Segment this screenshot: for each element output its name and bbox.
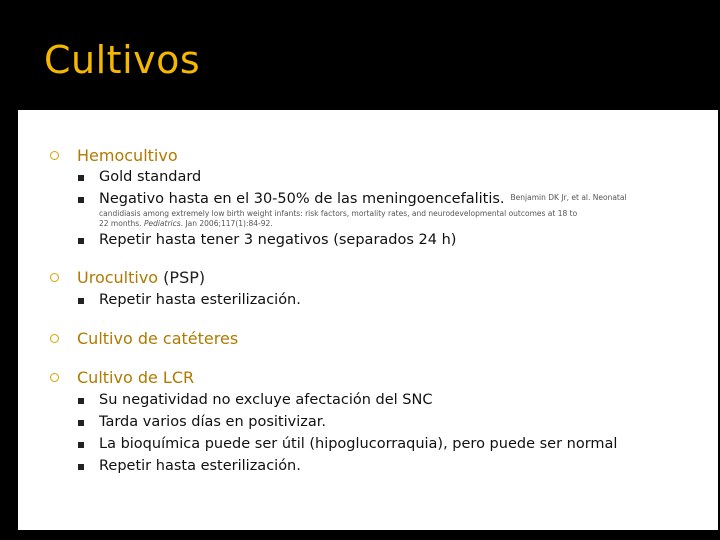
square-bullet-icon [78,398,84,404]
item-text: La bioquímica puede ser útil (hipoglucorraquia), pero puede ser normal [99,436,618,452]
square-bullet-icon [78,175,84,181]
item-text: Gold standard [99,169,202,185]
circle-bullet-icon [50,151,59,160]
item-text: Negativo hasta en el 30-50% de las meningoencefalitis. [99,191,505,207]
item-text: Su negatividad no excluye afectación del SNC [99,392,433,408]
slide-content [18,110,718,530]
item-text: Repetir hasta esterilización. [99,458,301,474]
citation-text-a: candidiasis among extremely low birth weight infants: risk factors, mortality rates, and neurodevelopmental outcomes at 18 to [99,209,578,218]
hemocultivo-item-3 [78,232,456,248]
citation-continuation [99,209,699,229]
urocultivo-item-1 [78,292,301,308]
lcr-item-3 [78,436,617,452]
square-bullet-icon [78,197,84,203]
square-bullet-icon [78,238,84,244]
item-text: Repetir hasta esterilización. [99,292,301,308]
item-text: Repetir hasta tener 3 negativos (separados 24 h) [99,232,457,248]
urocultivo-suffix: (PSP) [158,268,206,287]
circle-bullet-icon [50,334,59,343]
square-bullet-icon [78,464,84,470]
bullet-urocultivo [50,268,205,287]
bullet-cateteres [50,329,238,348]
citation-text-b: 22 months. [99,219,142,228]
citation-text-c: . Jan 2006;117(1):84-92. [180,219,273,228]
hemocultivo-item-1 [78,169,201,185]
square-bullet-icon [78,298,84,304]
heading-hemocultivo: Hemocultivo [77,146,178,165]
citation-inline: Benjamin DK Jr, et al. Neonatal [510,193,627,202]
circle-bullet-icon [50,373,59,382]
item-text: Tarda varios días en positivizar. [99,414,326,430]
square-bullet-icon [78,420,84,426]
bullet-lcr [50,368,194,387]
citation-journal: Pediatrics [143,219,181,228]
circle-bullet-icon [50,273,59,282]
title-bar [0,0,720,110]
lcr-item-2 [78,414,326,430]
hemocultivo-item-2 [78,191,627,207]
lcr-item-4 [78,458,301,474]
slide-title: Cultivos [44,38,201,82]
heading-lcr: Cultivo de LCR [77,368,195,387]
bullet-hemocultivo [50,146,178,165]
square-bullet-icon [78,442,84,448]
lcr-item-1 [78,392,432,408]
heading-cateteres: Cultivo de catéteres [77,329,239,348]
heading-urocultivo: Urocultivo [77,268,159,287]
